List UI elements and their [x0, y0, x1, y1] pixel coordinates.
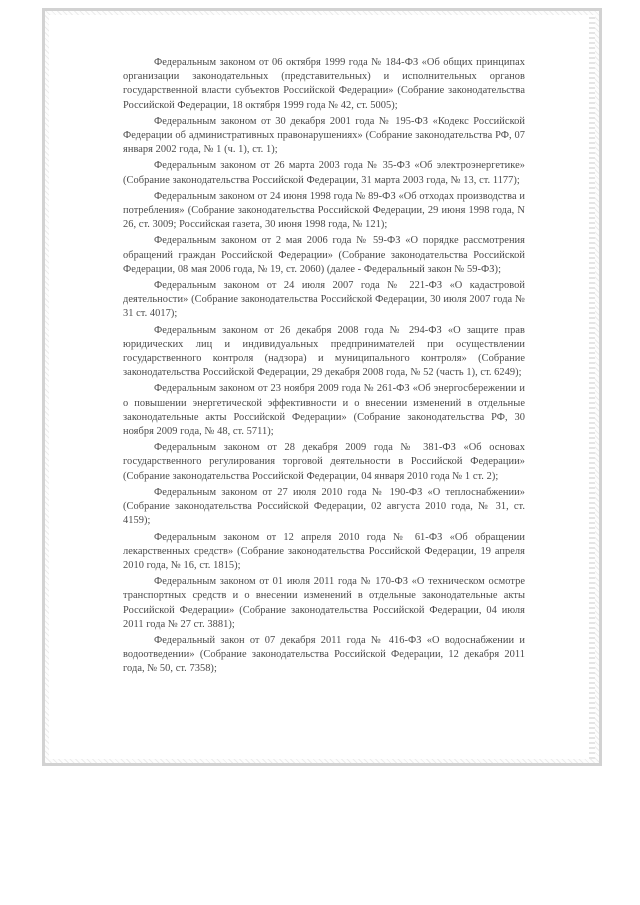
paragraph: Федеральный закон от 07 декабря 2011 года № 416-ФЗ «О водоснабжении и водоотведении» (Собрание законодательства Российской Федерации, 12 декабря 2011 года, № 50, ст. 7358);	[123, 634, 525, 675]
page-frame	[42, 8, 602, 766]
paragraph: Федеральным законом от 12 апреля 2010 года № 61-ФЗ «Об обращении лекарственных средств» (Собрание законодательства Российской Федерации, 19 апреля 2010 года, № 16, ст. 1815);	[123, 531, 525, 571]
document-page	[49, 15, 595, 759]
document-body	[123, 56, 525, 679]
paragraph: Федеральным законом от 24 июня 1998 года № 89-ФЗ «Об отходах производства и потребления» (Собрание законодательства Российской Федерации, 29 июня 1998 года, N 26, ст. 3009; Российская газета, 30 июня 1998 года, № 121);	[123, 190, 525, 231]
paragraph: Федеральным законом от 30 декабря 2001 года № 195-ФЗ «Кодекс Российской Федерации об административных правонарушениях» (Собрание законодательства РФ, 07 января 2002 года, № 1 (ч. 1), ст. 1);	[123, 115, 525, 156]
paragraph: Федеральным законом от 01 июля 2011 года № 170-ФЗ «О техническом осмотре транспортных средств и о внесении изменений в отдельные законодательные акты Российской Федерации» (Собрание законодательства Российской Федерации, 04 июля 2011 года № 27 ст. 3881);	[123, 576, 525, 630]
paragraph: Федеральным законом от 23 ноября 2009 года № 261-ФЗ «Об энергосбережении и о повышении энергетической эффективности и о внесении изменений в отдельные законодательные акты Российской Федерации» (Собрание законодательства РФ, 30 ноября 2009 года, № 48, ст. 5711);	[123, 383, 525, 438]
paragraph: Федеральным законом от 28 декабря 2009 года № 381-ФЗ «Об основах государственного регулирования торговой деятельности в Российской Федерации» (Собрание законодательства Российской Федерации, 04 января 2010 года № 1 ст. 2);	[123, 442, 525, 482]
paragraph: Федеральным законом от 26 декабря 2008 года № 294-ФЗ «О защите прав юридических лиц и индивидуальных предпринимателей при осуществлении государственного контроля (надзора) и муниципального контроля» (Собрание законодательства Российской Федерации, 29 декабря 2008 года, № 52 (часть 1), ст. 6249);	[123, 324, 525, 379]
paragraph: Федеральным законом от 24 июля 2007 года № 221-ФЗ «О кадастровой деятельности» (Собрание законодательства Российской Федерации, 30 июля 2007 года № 31 ст. 4017);	[123, 280, 525, 320]
paragraph: Федеральным законом от 26 марта 2003 года № 35-ФЗ «Об электроэнергетике» (Собрание законодательства Российской Федерации, 31 марта 2003 года, № 13, ст. 1177);	[123, 160, 525, 186]
paragraph: Федеральным законом от 27 июля 2010 года № 190-ФЗ «О теплоснабжении» (Собрание законодательства Российской Федерации, 02 августа 2010 года, № 31, ст. 4159);	[123, 486, 525, 527]
scan-edge	[589, 15, 595, 759]
paragraph: Федеральным законом от 2 мая 2006 года № 59-ФЗ «О порядке рассмотрения обращений граждан Российской Федерации» (Собрание законодательства Российской Федерации, 08 мая 2006 года, № 19, ст. 2060) (далее - Федеральный закон № 59-ФЗ);	[123, 235, 525, 275]
paragraph: Федеральным законом от 06 октября 1999 года № 184-ФЗ «Об общих принципах организации законодательных (представительных) и исполнительных органов государственной власти субъектов Российской Федерации» (Собрание законодательства Российской Федерации, 18 октября 1999 года № 42, ст. 5005);	[123, 57, 525, 111]
